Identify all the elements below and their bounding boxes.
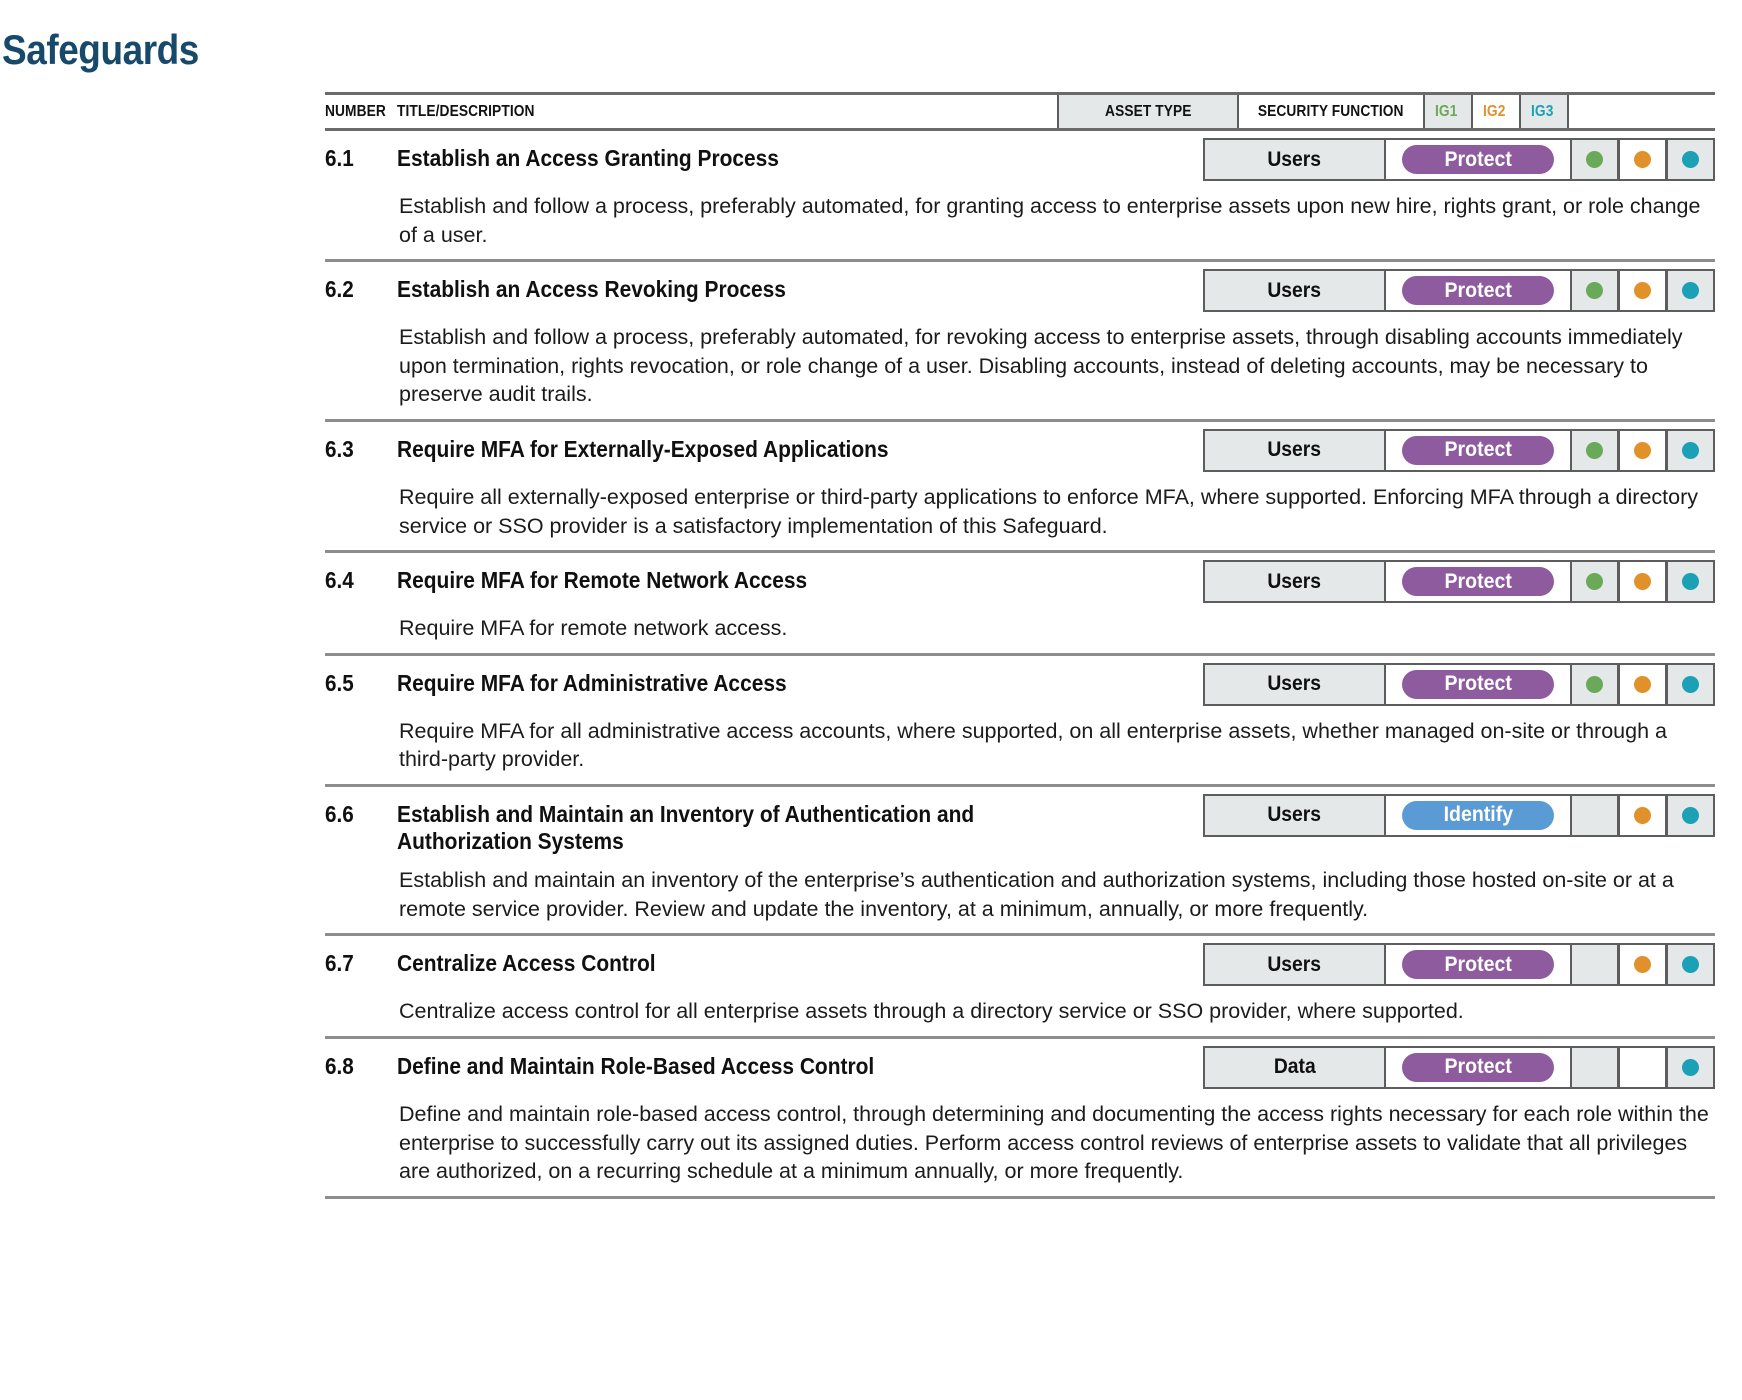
ig3-dot-icon: [1682, 676, 1699, 693]
row-main: [325, 429, 1715, 472]
security-function-cell: [1385, 560, 1571, 603]
column-header-number: NUMBER: [325, 102, 386, 120]
table-row: [325, 419, 1715, 550]
safeguard-number: 6.3: [325, 435, 354, 462]
asset-type-cell: Users: [1203, 663, 1385, 706]
security-function-badge: Protect: [1402, 670, 1554, 699]
row-attributes: [1203, 794, 1715, 837]
ig3-cell: [1667, 943, 1715, 986]
ig1-dot-icon: [1586, 573, 1603, 590]
security-function-cell: [1385, 138, 1571, 181]
ig2-cell: [1619, 1046, 1667, 1089]
row-attributes: [1203, 943, 1715, 986]
column-header-ig3: IG3: [1521, 95, 1569, 128]
ig3-cell: [1667, 560, 1715, 603]
table-row: [325, 1036, 1715, 1196]
safeguard-description: Establish and follow a process, preferably automated, for granting access to enterprise assets upon new hire, rights grant, or role change of a user.: [399, 194, 1701, 247]
safeguard-title: Establish an Access Granting Process: [397, 145, 779, 171]
table-bottom-rule: [325, 1196, 1715, 1199]
security-function-badge: Protect: [1402, 436, 1554, 465]
ig1-cell: [1571, 138, 1619, 181]
safeguard-title: Require MFA for Externally-Exposed Applications: [397, 435, 889, 462]
ig3-dot-icon: [1682, 151, 1699, 168]
ig1-cell: [1571, 429, 1619, 472]
ig2-dot-icon: [1634, 282, 1651, 299]
ig3-dot-icon: [1682, 282, 1699, 299]
row-main: [325, 1046, 1715, 1089]
ig2-dot-icon: [1634, 573, 1651, 590]
row-attributes: [1203, 138, 1715, 181]
row-main: [325, 943, 1715, 986]
safeguard-description: Establish and follow a process, preferably automated, for revoking access to enterprise assets, through disabling accounts immediately upon termination, rights revocation, or role change of a user. Disabling accounts, instead of deleting accounts, may be necessary to preserve audit trails.: [399, 325, 1683, 407]
security-function-cell: [1385, 429, 1571, 472]
ig1-cell: [1571, 663, 1619, 706]
ig1-cell: [1571, 560, 1619, 603]
ig2-cell: [1619, 269, 1667, 312]
row-attributes: [1203, 560, 1715, 603]
table-header-row: [325, 92, 1715, 131]
ig3-dot-icon: [1682, 807, 1699, 824]
asset-type-cell: Users: [1203, 429, 1385, 472]
column-header-title-description: TITLE/DESCRIPTION: [397, 102, 535, 120]
asset-type-cell: Users: [1203, 269, 1385, 312]
table-row: [325, 131, 1715, 259]
safeguard-number: 6.1: [325, 145, 354, 171]
safeguard-number: 6.6: [325, 800, 354, 827]
safeguard-description: Require MFA for all administrative access accounts, where supported, on all enterprise assets, whether managed on-site or through a third-party provider.: [399, 718, 1667, 772]
safeguard-title: Establish an Access Revoking Process: [397, 276, 786, 303]
security-function-badge: Protect: [1402, 1053, 1554, 1082]
column-header-asset-type: ASSET TYPE: [1057, 95, 1239, 128]
safeguard-title: Define and Maintain Role-Based Access Control: [397, 1052, 875, 1079]
table-row: [325, 784, 1715, 933]
table-row: [325, 653, 1715, 784]
column-header-ig2: IG2: [1473, 95, 1521, 128]
safeguard-title: Establish and Maintain an Inventory of Authentication and Authorization Systems: [397, 800, 975, 855]
safeguard-description: Define and maintain role-based access control, through determining and documenting the access rights necessary for each role within the enterprise to successfully carry out its assigned duties. Perform access control reviews of enterprise assets to validate that all privileges are authorized, on a recurring schedule at a minimum annually, or more frequently.: [399, 1101, 1709, 1184]
safeguard-title: Require MFA for Administrative Access: [397, 669, 787, 696]
row-main: [325, 560, 1715, 603]
ig2-dot-icon: [1634, 151, 1651, 168]
page-title: Safeguards: [2, 26, 199, 74]
row-attributes: [1203, 269, 1715, 312]
table-body: [325, 131, 1715, 1196]
ig3-dot-icon: [1682, 956, 1699, 973]
ig2-dot-icon: [1634, 676, 1651, 693]
ig2-cell: [1619, 663, 1667, 706]
security-function-cell: [1385, 1046, 1571, 1089]
ig1-cell: [1571, 943, 1619, 986]
security-function-cell: [1385, 943, 1571, 986]
security-function-badge: Protect: [1402, 276, 1554, 305]
safeguard-description: Require MFA for remote network access.: [399, 616, 788, 641]
ig3-cell: [1667, 269, 1715, 312]
ig3-dot-icon: [1682, 1059, 1699, 1076]
asset-type-cell: Users: [1203, 794, 1385, 837]
column-header-ig1: IG1: [1425, 95, 1473, 128]
ig2-cell: [1619, 560, 1667, 603]
ig2-cell: [1619, 138, 1667, 181]
ig3-dot-icon: [1682, 573, 1699, 590]
table-row: [325, 550, 1715, 653]
ig3-cell: [1667, 138, 1715, 181]
safeguard-number: 6.2: [325, 276, 354, 303]
row-main: [325, 138, 1715, 181]
row-main: [325, 663, 1715, 706]
security-function-badge: Protect: [1402, 145, 1554, 174]
ig2-cell: [1619, 429, 1667, 472]
security-function-badge: Identify: [1402, 801, 1554, 830]
security-function-cell: [1385, 663, 1571, 706]
ig2-dot-icon: [1634, 956, 1651, 973]
ig2-cell: [1619, 794, 1667, 837]
ig1-cell: [1571, 794, 1619, 837]
asset-type-cell: Users: [1203, 138, 1385, 181]
ig1-dot-icon: [1586, 282, 1603, 299]
asset-type-cell: Users: [1203, 560, 1385, 603]
safeguard-number: 6.8: [325, 1052, 354, 1079]
safeguards-table: [325, 92, 1715, 1199]
safeguard-title: Require MFA for Remote Network Access: [397, 567, 808, 594]
table-row: [325, 259, 1715, 419]
asset-type-cell: Data: [1203, 1046, 1385, 1089]
ig2-dot-icon: [1634, 442, 1651, 459]
row-attributes: [1203, 429, 1715, 472]
ig2-cell: [1619, 943, 1667, 986]
ig3-dot-icon: [1682, 442, 1699, 459]
security-function-badge: Protect: [1402, 950, 1554, 979]
security-function-cell: [1385, 269, 1571, 312]
safeguard-description: Require all externally-exposed enterprise or third-party applications to enforce MFA, where supported. Enforcing MFA through a directory service or SSO provider is a satisfactory implementation of this Safeguard.: [399, 484, 1699, 538]
ig3-cell: [1667, 1046, 1715, 1089]
ig2-dot-icon: [1634, 807, 1651, 824]
ig3-cell: [1667, 794, 1715, 837]
row-main: [325, 794, 1715, 855]
ig1-dot-icon: [1586, 151, 1603, 168]
safeguard-number: 6.4: [325, 567, 354, 594]
safeguard-title: Centralize Access Control: [397, 950, 656, 977]
security-function-badge: Protect: [1402, 567, 1554, 596]
ig1-cell: [1571, 1046, 1619, 1089]
safeguard-description: Establish and maintain an inventory of the enterprise’s authentication and authorization systems, including those hosted on-site or at a remote service provider. Review and update the inventory, at a minimum, annually, or more frequently.: [399, 868, 1674, 921]
ig1-cell: [1571, 269, 1619, 312]
table-row: [325, 933, 1715, 1036]
ig1-dot-icon: [1586, 676, 1603, 693]
asset-type-cell: Users: [1203, 943, 1385, 986]
row-attributes: [1203, 663, 1715, 706]
safeguard-number: 6.5: [325, 669, 354, 696]
security-function-cell: [1385, 794, 1571, 837]
ig1-dot-icon: [1586, 442, 1603, 459]
safeguard-number: 6.7: [325, 950, 354, 977]
column-header-security-function: SECURITY FUNCTION: [1239, 95, 1425, 128]
safeguard-description: Centralize access control for all enterprise assets through a directory service or SSO provider, where supported.: [399, 999, 1464, 1024]
row-main: [325, 269, 1715, 312]
row-attributes: [1203, 1046, 1715, 1089]
ig3-cell: [1667, 663, 1715, 706]
ig3-cell: [1667, 429, 1715, 472]
